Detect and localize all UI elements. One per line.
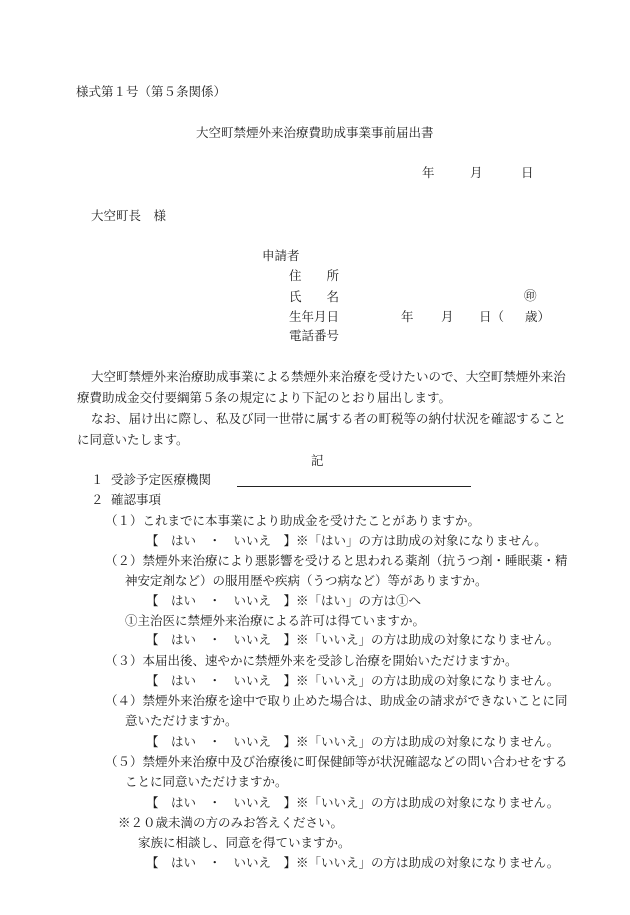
section-2-number: ２ — [91, 492, 104, 507]
paragraph-1-line-2: 療費助成金交付要綱第５条の規定により下記のとおり届出します。 — [77, 390, 452, 405]
birth-year-label: 年 — [401, 309, 414, 324]
question-5-text-line-2: ことに同意いただけますか。 — [125, 774, 288, 789]
question-4-answer[interactable]: 【 はい ・ いいえ 】※「いいえ」の方は助成の対象になりません。 — [146, 734, 560, 749]
question-1-text: （１）これまでに本事業により助成金を受けたことがありますか。 — [105, 513, 481, 528]
document-title: 大空町禁煙外来治療費助成事業事前届出書 — [196, 125, 434, 140]
age-suffix: 歳） — [525, 309, 551, 324]
section-1-number: １ — [91, 472, 104, 487]
birthdate-label: 生年月日 — [289, 309, 340, 324]
birth-month-label: 月 — [441, 309, 454, 324]
date-day-label: 日 — [521, 165, 534, 180]
question-3-answer[interactable]: 【 はい ・ いいえ 】※「いいえ」の方は助成の対象になりません。 — [146, 673, 560, 688]
name-label: 氏 名 — [289, 289, 340, 304]
birth-day-label: 日（ — [479, 309, 505, 324]
under-20-answer[interactable]: 【 はい ・ いいえ 】※「いいえ」の方は助成の対象になりません。 — [146, 855, 560, 870]
addressee: 大空町長 様 — [91, 208, 167, 223]
date-year-label: 年 — [422, 165, 435, 180]
question-4-text-line-2: 意いただけますか。 — [125, 713, 238, 728]
question-5-answer[interactable]: 【 はい ・ いいえ 】※「いいえ」の方は助成の対象になりません。 — [146, 795, 560, 810]
date-month-label: 月 — [470, 165, 483, 180]
phone-label: 電話番号 — [289, 328, 340, 343]
question-4-text-line-1: （４）禁煙外来治療を途中で取り止めた場合は、助成金の請求ができないことに同 — [105, 693, 568, 708]
paragraph-1-line-1: 大空町禁煙外来治療助成事業による禁煙外来治療を受けたいので、大空町禁煙外来治 — [91, 369, 566, 384]
under-20-note: ※２０歳未満の方のみお答えください。 — [118, 815, 344, 830]
question-2-sub-answer[interactable]: 【 はい ・ いいえ 】※「いいえ」の方は助成の対象になりません。 — [146, 632, 560, 647]
question-2-sub-question: ①主治医に禁煙外来治療による許可は得ていますか。 — [125, 613, 426, 628]
under-20-question: 家族に相談し、同意を得ていますか。 — [138, 835, 351, 850]
question-2-text-line-2: 神安定剤など）の服用歴や疾病（うつ病など）等がありますか。 — [125, 573, 488, 588]
paragraph-2-line-2: に同意いたします。 — [77, 432, 189, 447]
question-2-text-line-1: （２）禁煙外来治療により悪影響を受けると思われる薬剤（抗うつ剤・睡眠薬・精 — [105, 553, 568, 568]
question-3-text: （３）本届出後、速やかに禁煙外来を受診し治療を開始いただけますか。 — [105, 653, 518, 668]
question-5-text-line-1: （５）禁煙外来治療中及び治療後に町保健師等が状況確認などの問い合わせをする — [105, 754, 568, 769]
address-label: 住 所 — [289, 268, 340, 283]
section-1-label: 受診予定医療機関 — [111, 472, 212, 487]
form-number: 様式第１号（第５条関係） — [76, 84, 227, 99]
question-1-answer[interactable]: 【 はい ・ いいえ 】※「はい」の方は助成の対象になりません。 — [146, 533, 547, 548]
paragraph-2-line-1: なお、届け出に際し、私及び同一世帯に属する者の町税等の納付状況を確認すること — [91, 411, 567, 426]
question-2-answer[interactable]: 【 はい ・ いいえ 】※「はい」の方は①へ — [146, 593, 422, 608]
applicant-heading: 申請者 — [262, 248, 300, 263]
seal-mark: ㊞ — [524, 288, 537, 303]
medical-institution-field[interactable] — [237, 486, 471, 487]
ki-heading: 記 — [311, 453, 324, 468]
section-2-label: 確認事項 — [111, 492, 162, 507]
